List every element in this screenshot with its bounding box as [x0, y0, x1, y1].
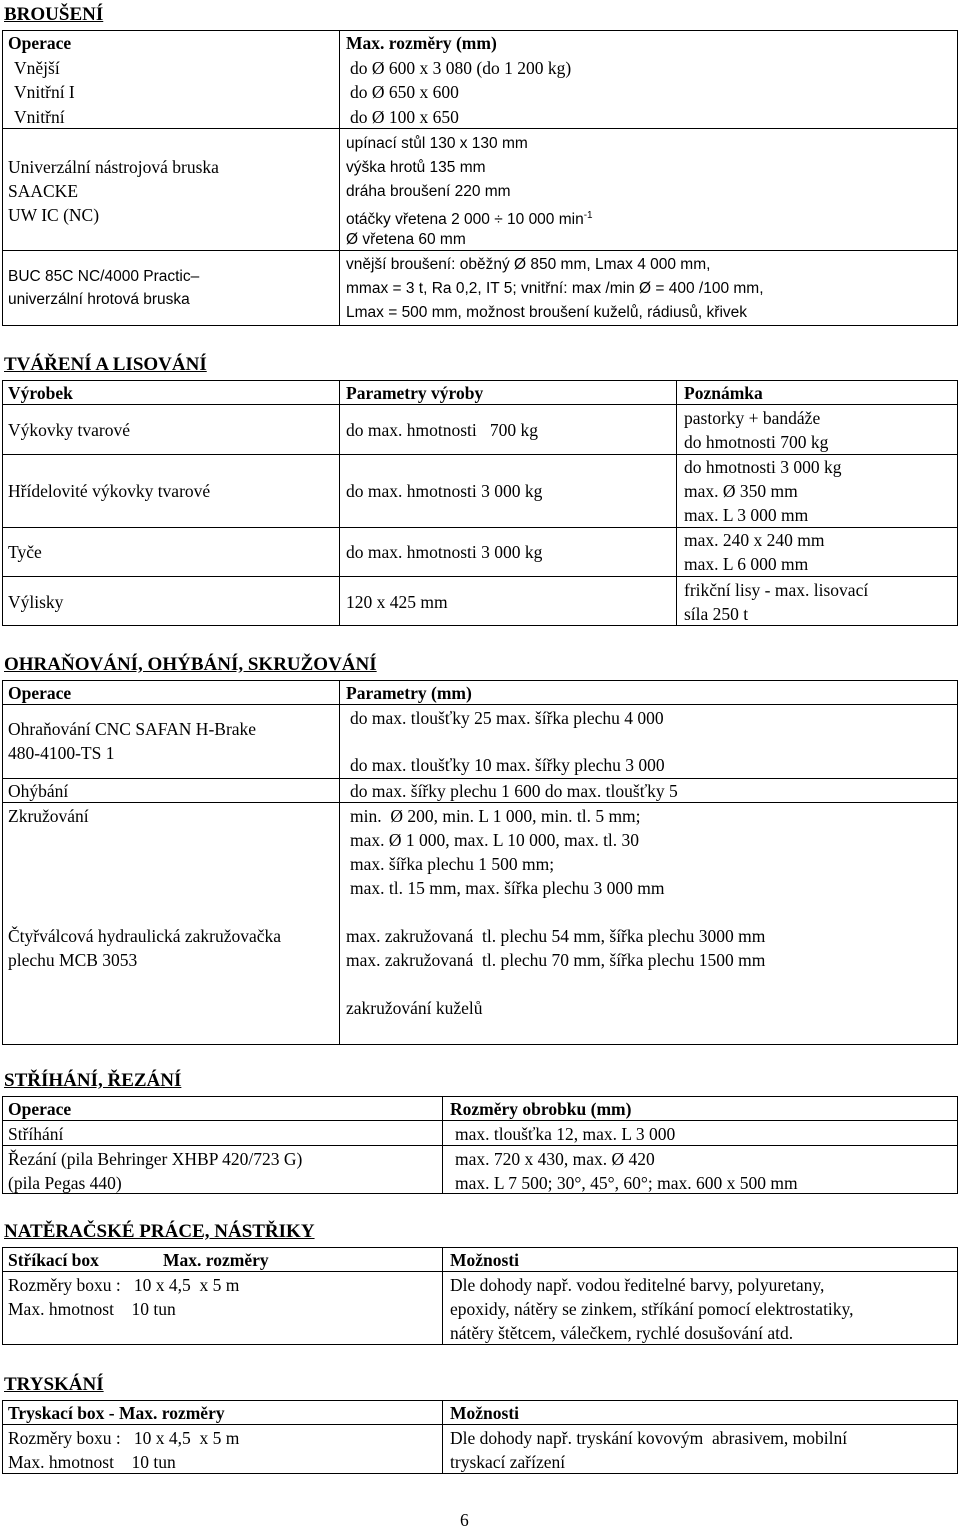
section-title-ohranovani: OHRAŇOVÁNÍ, OHÝBÁNÍ, SKRUŽOVÁNÍ: [4, 654, 377, 675]
col-header-operace: Operace: [8, 1099, 72, 1119]
operation-name: Vnitřní I: [14, 82, 75, 102]
product-note: max. L 3 000 mm: [684, 505, 809, 525]
product-note: max. L 6 000 mm: [684, 554, 809, 574]
box-param: Rozměry boxu : 10 x 4,5 x 5 m: [8, 1428, 240, 1448]
box-option: nátěry štětcem, válečkem, rychlé dosušování atd.: [450, 1323, 794, 1343]
product-note: do hmotnosti 700 kg: [684, 432, 829, 452]
col-header-operace: Operace: [8, 683, 72, 703]
operation-value: do max. tloušťky 10 max. šířky plechu 3 000: [350, 755, 665, 775]
saacke-param: Ø vřetena 60 mm: [346, 231, 466, 248]
operation-name: Vnitřní: [14, 107, 65, 127]
product-name: Výkovky tvarové: [8, 420, 130, 440]
operation-value: max. L 7 500; 30°, 45°, 60°; max. 600 x 500 mm: [455, 1173, 798, 1193]
buc-name: univerzální hrotová bruska: [8, 291, 190, 308]
operation-value: do max. šířky plechu 1 600 do max. tloušťky 5: [350, 781, 678, 801]
buc-name: BUC 85C NC/4000 Practic–: [8, 268, 200, 285]
operation-name: plechu MCB 3053: [8, 950, 138, 970]
operation-value: do Ø 600 x 3 080 (do 1 200 kg): [350, 58, 572, 78]
col-header-parametry: Parametry výroby: [346, 383, 484, 403]
operation-name: Zkružování: [8, 806, 89, 826]
product-params: do max. hmotnosti 3 000 kg: [346, 542, 543, 562]
col-header-moznosti: Možnosti: [450, 1403, 520, 1423]
operation-name: Čtyřválcová hydraulická zakružovačka: [8, 926, 282, 946]
operation-value: max. 720 x 430, max. Ø 420: [455, 1149, 655, 1169]
box-option: epoxidy, nátěry se zinkem, stříkání pomocí elektrostatiky,: [450, 1299, 854, 1319]
section-title-brouseni: BROUŠENÍ: [4, 4, 104, 25]
product-note: do hmotnosti 3 000 kg: [684, 457, 842, 477]
operation-value: max. šířka plechu 1 500 mm;: [350, 854, 555, 874]
col-header-tryskaci-box: Tryskací box - Max. rozměry: [8, 1403, 225, 1423]
saacke-name: UW IC (NC): [8, 205, 100, 225]
product-name: Hřídelovité výkovky tvarové: [8, 481, 211, 501]
operation-name: 480-4100-TS 1: [8, 743, 115, 763]
col-header-strikaci-box: Stříkací box: [8, 1250, 99, 1270]
operation-value: min. Ø 200, min. L 1 000, min. tl. 5 mm;: [350, 806, 641, 826]
saacke-param: dráha broušení 220 mm: [346, 183, 511, 200]
buc-param: vnější broušení: oběžný Ø 850 mm, Lmax 4 000 mm,: [346, 256, 711, 273]
product-params: 120 x 425 mm: [346, 592, 448, 612]
product-params: do max. hmotnosti 3 000 kg: [346, 481, 543, 501]
product-note: max. 240 x 240 mm: [684, 530, 825, 550]
section-title-tryskani: TRYSKÁNÍ: [4, 1374, 104, 1395]
col-header-max-rozmery: Max. rozměry (mm): [346, 33, 497, 53]
saacke-param: výška hrotů 135 mm: [346, 159, 486, 176]
operation-value: max. Ø 1 000, max. L 10 000, max. tl. 30: [350, 830, 640, 850]
operation-value: do Ø 650 x 600: [350, 82, 459, 102]
operation-name: Ohýbání: [8, 781, 69, 801]
operation-value: do Ø 100 x 650: [350, 107, 459, 127]
section-title-tvareni: TVÁŘENÍ A LISOVÁNÍ: [4, 354, 207, 375]
box-option: tryskací zařízení: [450, 1452, 566, 1472]
col-header-max-rozmery: Max. rozměry: [163, 1250, 269, 1270]
box-param: Max. hmotnost 10 tun: [8, 1299, 176, 1319]
operation-name: Vnější: [14, 58, 60, 78]
operation-name: Řezání (pila Behringer XHBP 420/723 G): [8, 1149, 303, 1169]
col-header-operace: Operace: [8, 33, 72, 53]
col-header-parametry: Parametry (mm): [346, 683, 472, 703]
product-note: max. Ø 350 mm: [684, 481, 798, 501]
section-title-strihani: STŘÍHÁNÍ, ŘEZÁNÍ: [4, 1070, 182, 1091]
operation-value: max. tloušťka 12, max. L 3 000: [455, 1124, 676, 1144]
product-name: Tyče: [8, 542, 42, 562]
operation-name: Stříhání: [8, 1124, 64, 1144]
col-header-moznosti: Možnosti: [450, 1250, 520, 1270]
col-header-rozmery: Rozměry obrobku (mm): [450, 1099, 632, 1119]
product-name: Výlisky: [8, 592, 64, 612]
col-header-vyrobek: Výrobek: [8, 383, 73, 403]
box-option: Dle dohody např. tryskání kovovým abrasivem, mobilní: [450, 1428, 848, 1448]
box-option: Dle dohody např. vodou ředitelné barvy, polyuretany,: [450, 1275, 825, 1295]
col-header-poznamka: Poznámka: [684, 383, 763, 403]
operation-value: zakružování kuželů: [346, 998, 483, 1018]
operation-name: (pila Pegas 440): [8, 1173, 122, 1193]
product-note: frikční lisy - max. lisovací: [684, 580, 869, 600]
saacke-name: Univerzální nástrojová bruska: [8, 157, 219, 177]
section-title-natercske: NATĚRAČSKÉ PRÁCE, NÁSTŘIKY: [4, 1221, 315, 1242]
operation-name: Ohraňování CNC SAFAN H-Brake: [8, 719, 257, 739]
saacke-param: otáčky vřetena 2 000 ÷ 10 000 $\min^{-1}$: [346, 210, 593, 229]
box-param: Rozměry boxu : 10 x 4,5 x 5 m: [8, 1275, 240, 1295]
operation-value: max. tl. 15 mm, max. šířka plechu 3 000 mm: [350, 878, 665, 898]
operation-value: do max. tloušťky 25 max. šířka plechu 4 000: [350, 708, 664, 728]
buc-param: Lmax = 500 mm, možnost broušení kuželů, rádiusů, křivek: [346, 304, 748, 321]
saacke-name: SAACKE: [8, 181, 79, 201]
buc-param: mmax = 3 t, Ra 0,2, IT 5; vnitřní: max /min Ø = 400 /100 mm,: [346, 280, 764, 297]
product-note: pastorky + bandáže: [684, 408, 821, 428]
box-param: Max. hmotnost 10 tun: [8, 1452, 176, 1472]
saacke-param: upínací stůl 130 x 130 mm: [346, 135, 528, 152]
page-number: 6: [460, 1510, 469, 1530]
product-note: síla 250 t: [684, 604, 749, 624]
operation-value: max. zakružovaná tl. plechu 54 mm, šířka plechu 3000 mm: [346, 926, 766, 946]
operation-value: max. zakružovaná tl. plechu 70 mm, šířka plechu 1500 mm: [346, 950, 766, 970]
product-params: do max. hmotnosti 700 kg: [346, 420, 539, 440]
